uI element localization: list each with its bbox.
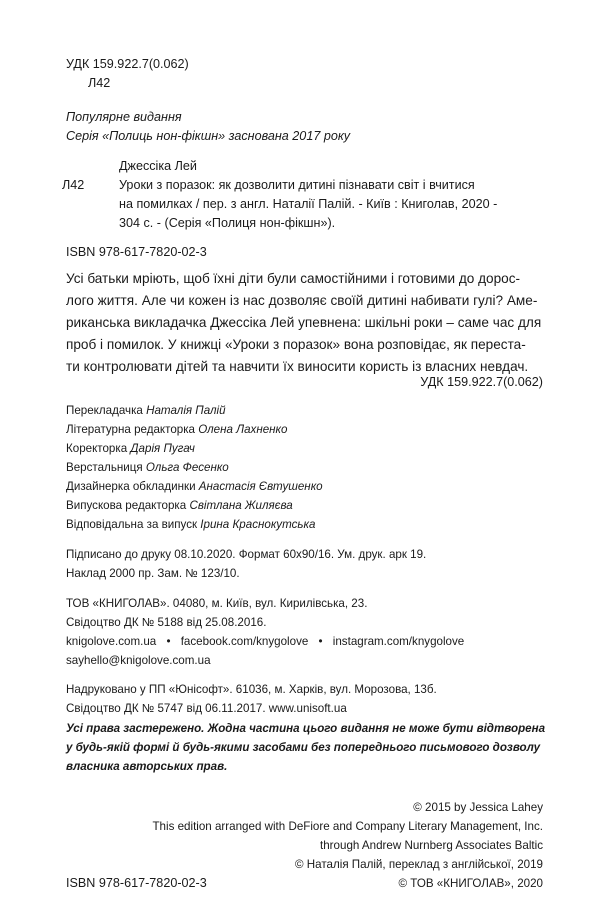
- copyright-line: © 2015 by Jessica Lahey: [413, 801, 543, 814]
- isbn-bottom: ISBN 978-617-7820-02-3: [66, 876, 207, 890]
- annotation-line: лого життя. Але чи кожен із нас дозволяє своїй дитині набивати гулі? Аме-: [66, 293, 538, 308]
- credit-line: Коректорка Дарія Пугач: [66, 442, 195, 455]
- rights-line: Усі права застережено. Жодна частина цього видання не може бути відтворена: [66, 722, 546, 735]
- credit-line: Верстальниця Ольга Фесенко: [66, 461, 229, 474]
- annotation-line: проб і помилок. У книжці «Уроки з поразок» вона розповідає, як переста-: [66, 337, 526, 352]
- credit-line: Дизайнерка обкладинки Анастасія Євтушенко: [66, 480, 323, 493]
- email-link[interactable]: sayhello@knigolove.com.ua: [66, 654, 211, 667]
- copyright-line: through Andrew Nurnberg Associates Baltic: [320, 839, 543, 852]
- printer-line: Свідоцтво ДК № 5747 від 06.11.2017. www.unisoft.ua: [66, 702, 347, 715]
- credit-line: Перекладачка Наталія Палій: [66, 404, 226, 417]
- printer-line: Надруковано у ПП «Юнісофт». 61036, м. Харків, вул. Морозова, 13б.: [66, 683, 437, 696]
- copyright-publisher: © ТОВ «КНИГОЛАВ», 2020: [398, 877, 543, 890]
- library-mark-2: Л42: [62, 178, 85, 192]
- facebook-link[interactable]: facebook.com/knygolove: [180, 635, 309, 648]
- annotation-line: риканська викладачка Джессіка Лей упевнена: шкільні роки – саме час для: [66, 315, 542, 330]
- series-line: Серія «Полиць нон-фікшн» заснована 2017 року: [66, 129, 351, 143]
- website-link[interactable]: knigolove.com.ua: [66, 635, 157, 648]
- biblio-line: 304 с. - (Серія «Полиця нон-фікшн»).: [119, 216, 336, 230]
- biblio-line: Уроки з поразок: як дозволити дитині пізнавати світ і вчитися: [119, 178, 475, 192]
- credit-line: Випускова редакторка Світлана Жиляєва: [66, 499, 293, 512]
- credit-line: Літературна редакторка Олена Лахненко: [66, 423, 288, 436]
- rights-line: власника авторських прав.: [66, 760, 228, 773]
- popular-edition: Популярне видання: [66, 110, 182, 124]
- instagram-link[interactable]: instagram.com/knygolove: [332, 635, 465, 648]
- print-info-line: Наклад 2000 пр. Зам. № 123/10.: [66, 567, 240, 580]
- publisher-line: ТОВ «КНИГОЛАВ». 04080, м. Київ, вул. Кирилівська, 23.: [66, 597, 368, 610]
- annotation-line: Усі батьки мріють, щоб їхні діти були самостійними і готовими до дорос-: [66, 271, 521, 286]
- isbn-top: ISBN 978-617-7820-02-3: [66, 245, 207, 259]
- annotation-line: ти контролювати дітей та навчити їх виносити користь із власних невдач.: [66, 359, 529, 374]
- copyright-line: This edition arranged with DeFiore and Company Literary Management, Inc.: [152, 820, 543, 833]
- author-name: Джессіка Лей: [119, 159, 197, 173]
- rights-line: у будь-якій формі й будь-якими засобами без попереднього письмового дозволу: [66, 741, 541, 754]
- publisher-line: Свідоцтво ДК № 5188 від 25.08.2016.: [66, 616, 267, 629]
- library-mark: Л42: [88, 76, 111, 90]
- credit-line: Відповідальна за випуск Ірина Краснокутська: [66, 518, 316, 531]
- copyright-line: © Наталія Палій, переклад з англійської, 2019: [295, 858, 543, 871]
- print-info-line: Підписано до друку 08.10.2020. Формат 60x90/16. Ум. друк. арк 19.: [66, 548, 427, 561]
- udk-right: УДК 159.922.7(0.062): [420, 375, 543, 389]
- udk-code: УДК 159.922.7(0.062): [66, 57, 189, 71]
- web-links: knigolove.com.ua • facebook.com/knygolove • instagram.com/knygolove: [66, 635, 465, 648]
- biblio-line: на помилках / пер. з англ. Наталії Палій. - Київ : Книголав, 2020 -: [119, 197, 498, 211]
